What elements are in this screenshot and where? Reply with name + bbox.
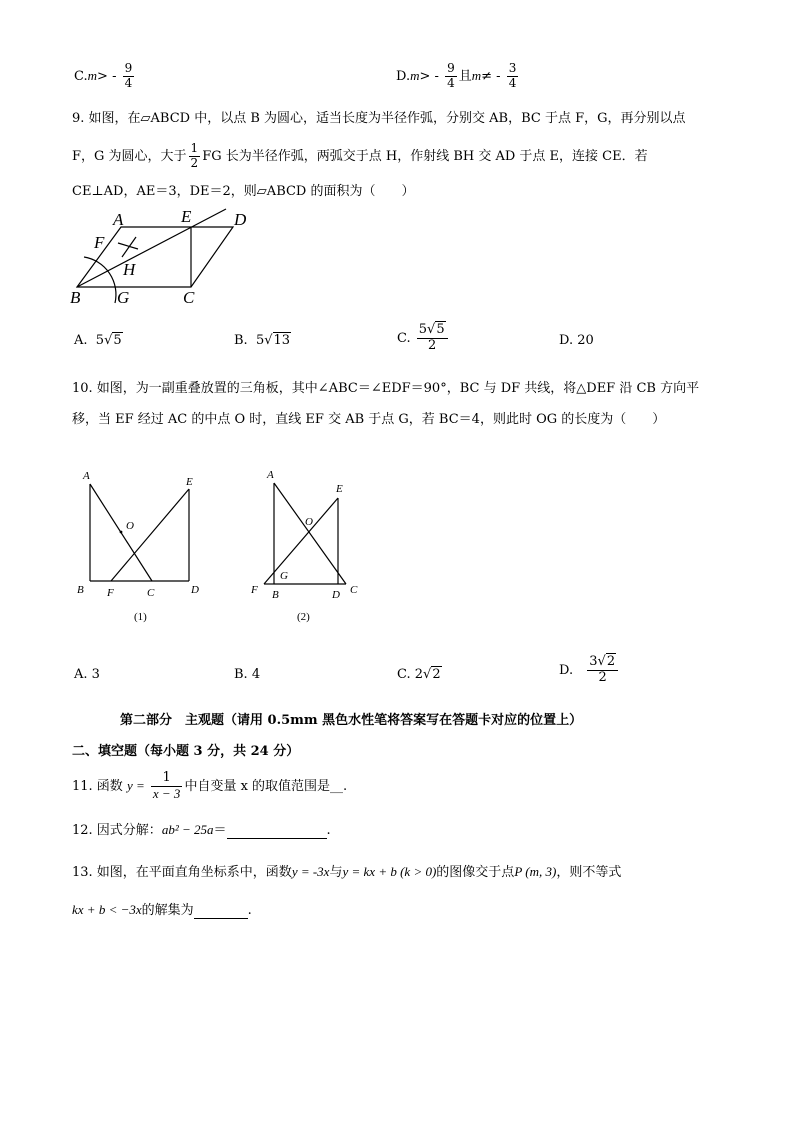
relation: >: [97, 68, 108, 84]
label-e: E: [336, 483, 343, 495]
label-a: A: [83, 470, 90, 482]
label-c: C: [147, 587, 155, 599]
q10-line1: 10. 如图，为一副重叠放置的三角板，其中∠ABC＝∠EDF＝90°，BC 与 DF 共线，将△DEF 沿 CB 方向平: [72, 381, 700, 396]
minus-sign: -: [112, 68, 117, 84]
q8-option-c: [74, 62, 136, 91]
q10-line2: 移，当 EF 经过 AC 的中点 O 时，直线 EF 交 AB 于点 G，若 BC＝4，则此时 OG 的长度为（ ）: [72, 412, 666, 427]
q9-line2: F，G 为圆心，大于 $\frac{1}{2}$ FG 长为半径作弧，两弧交于点 H，作射线 BH 交 AD 于点 E，连接 CE．若: [72, 141, 648, 170]
label-e: E: [186, 476, 193, 488]
caption: (2): [297, 611, 310, 623]
q9-line1: 9. 如图，在▱ABCD 中，以点 B 为圆心，适当长度为半径作弧，分别交 AB，BC 于点 F，G，再分别以点: [72, 111, 686, 126]
label-o: O: [126, 520, 134, 532]
q9-option-b: B. 5√13: [234, 333, 291, 348]
label-d: D: [191, 584, 199, 596]
label-b: B: [77, 584, 84, 596]
section-heading: 二、填空题（每小题 3 分，共 24 分）: [72, 744, 300, 759]
variable: m: [471, 67, 482, 83]
q10-option-d: D. $\frac{3√2}{2}$: [559, 655, 620, 686]
fraction: $\frac{9}{4}$: [124, 61, 133, 90]
q13-line2: kx + b < −3x的解集为 .: [72, 902, 252, 918]
q10-option-b: B. 4: [234, 667, 261, 682]
minus-sign: -: [434, 68, 439, 84]
answer-blank[interactable]: [194, 904, 248, 919]
label-c: C: [183, 288, 195, 307]
q9-line3: CE⊥AD，AE＝3，DE＝2，则▱ABCD 的面积为（ ）: [72, 184, 415, 199]
label-h: H: [123, 260, 136, 279]
q10-figure-1: [70, 465, 210, 625]
q9-option-c: C. $\frac{5√5}{2}$: [397, 323, 450, 354]
and-word: 且: [458, 68, 472, 84]
label-f: F: [251, 584, 258, 596]
minus-sign: -: [496, 68, 501, 84]
fraction: $\frac{9}{4}$: [447, 61, 455, 90]
variable: m: [410, 67, 420, 83]
label-b: B: [70, 288, 81, 307]
label-c: C: [350, 584, 358, 596]
q10-figure-2: [250, 465, 370, 625]
q9-option-d: D. 20: [559, 333, 594, 348]
relation: >: [419, 68, 431, 84]
label-a: A: [113, 210, 124, 229]
q10-option-c: C. 2√2: [397, 667, 441, 682]
part2-heading: 第二部分 主观题（请用 0.5mm 黑色水性笔将答案写在答题卡对应的位置上）: [120, 713, 583, 728]
q9-option-a: A. 5√5: [74, 333, 122, 348]
relation: ≠: [481, 68, 493, 84]
option-label: D.: [396, 68, 411, 84]
q9-parallelogram-figure: [66, 205, 256, 309]
q12: 12. 因式分解：ab² − 25a＝ .: [72, 822, 331, 838]
q13-line1: 13. 如图，在平面直角坐标系中，函数y = -3x与y = kx + b (k > 0)的图像交于点P (m, 3)，则不等式: [72, 864, 622, 880]
caption: (1): [134, 611, 147, 623]
option-label: C.: [74, 68, 88, 84]
label-b: B: [272, 589, 279, 601]
fraction: $\frac{3}{4}$: [508, 61, 517, 90]
label-o: O: [305, 516, 313, 528]
label-d: D: [332, 589, 340, 601]
q8-option-d: [396, 62, 520, 91]
q10-option-a: A. 3: [74, 667, 100, 682]
label-g: G: [280, 570, 288, 582]
answer-blank[interactable]: [227, 824, 327, 839]
fraction: $\frac{1}{2}$: [190, 141, 199, 170]
label-d: D: [234, 210, 247, 229]
label-g: G: [117, 288, 130, 307]
label-f: F: [107, 587, 114, 599]
label-a: A: [267, 469, 274, 481]
q11: 11. 函数 y = $\frac{1}{x - 3}$ 中自变量 x 的取值范围是__.: [72, 770, 348, 801]
variable: m: [87, 67, 98, 83]
label-e: E: [181, 207, 192, 226]
label-f: F: [94, 233, 105, 252]
